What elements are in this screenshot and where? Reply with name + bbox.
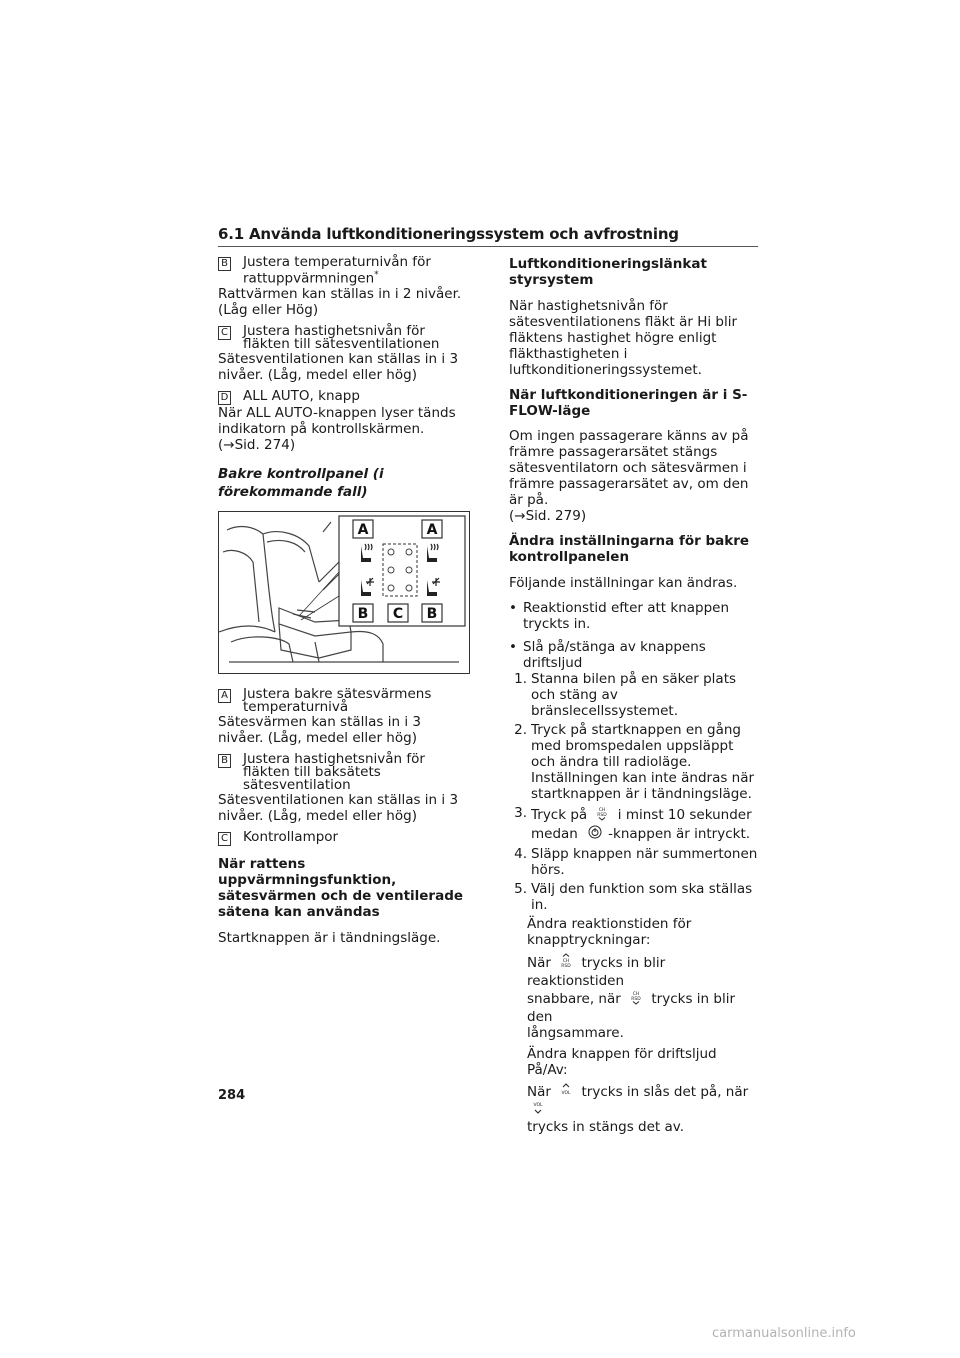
bullet-mark: • (509, 600, 517, 616)
item-d (218, 387, 468, 405)
page-reference: (→Sid. 274) (218, 436, 296, 453)
item-label-box: A (218, 689, 231, 703)
ch-rsd-down-icon (597, 805, 607, 825)
item-title: Justera temperaturnivån för rattuppvärmningen (243, 254, 431, 287)
svg-text:CH: CH (632, 992, 640, 997)
footnote-star: * (374, 270, 379, 280)
item-title: Justera hastighetsnivån för fläkten till baksätets sätesventilation (243, 750, 425, 793)
item-label-box: C (218, 832, 231, 846)
svg-text:CH: CH (562, 959, 570, 964)
step-number: 5. (514, 881, 527, 897)
subheading-linked-control: Luftkonditioneringslänkat styrsystem (509, 256, 707, 288)
paragraph: Följande inställningar kan ändras. (509, 575, 738, 591)
page-reference: (→Sid. 279) (509, 508, 587, 524)
figure-label-c: C (392, 605, 404, 622)
subheading-rear-panel: Bakre kontrollpanel (i förekommande fall) (218, 465, 384, 500)
subheading-s-flow: När luftkonditioneringen är i S-FLOW-läge (509, 387, 748, 419)
item-title: Justera hastighetsnivån för fläkten till sätesventilationen (243, 322, 440, 352)
item-title: Kontrollampor (243, 828, 339, 845)
item-b-rear (218, 750, 468, 793)
item-body: Sätesvärmen kan ställas in i 3 nivåer. (Låg, medel eller hög) (218, 713, 421, 746)
step-number: 4. (514, 846, 527, 862)
bullet-mark: • (509, 639, 517, 655)
item-title: ALL AUTO, knapp (243, 387, 360, 404)
item-title: Justera bakre sätesvärmens temperaturnivå (243, 685, 432, 715)
item-body: När ALL AUTO-knappen lyser tänds indikatorn på kontrollskärmen. (218, 404, 456, 437)
paragraph: När hastighetsnivån för sätesventilationens fläkt är Hi blir fläktens hastighet högre enligt fläkthastigheten i luftkonditioneringssystemet. (509, 298, 738, 378)
item-label-box: B (218, 257, 231, 271)
step-number: 1. (514, 671, 527, 687)
svg-text:RSD: RSD (597, 813, 608, 818)
figure-label-b: B (357, 605, 369, 622)
item-body: Rattvärmen kan ställas in i 2 nivåer. (Låg eller Hög) (218, 285, 462, 318)
item-body: Sätesventilationen kan ställas in i 3 nivåer. (Låg, medel eller hög) (218, 791, 459, 824)
ch-rsd-down-icon (631, 989, 641, 1009)
paragraph: Om ingen passagerare känns av på främre passagerarsätet stängs sätesventilatorn och sätesvärmen i främre passagerarsätet av, om den är på. (509, 428, 749, 508)
right-column (509, 256, 759, 1135)
left-column (218, 256, 468, 946)
svg-text:RSD: RSD (561, 964, 571, 969)
item-b (218, 256, 468, 286)
step-number: 3. (514, 805, 527, 821)
figure-label-b: B (426, 605, 438, 622)
figure-label-a: A (357, 521, 369, 538)
step-item: 1. Stanna bilen på en säker plats och stäng av bränslecellssystemet. (509, 671, 759, 719)
step-item: 3. Tryck på CH RSD i minst 10 sekunder medan -knappen är intryckt. (509, 805, 759, 843)
svg-text:VOL: VOL (561, 1091, 571, 1096)
svg-text:CH: CH (599, 808, 606, 813)
ch-rsd-up-icon (561, 953, 571, 973)
item-a-rear (218, 685, 468, 715)
section-title: 6.1 Använda luftkonditioneringssystem och avfrostning (218, 225, 679, 243)
figure-label-a: A (426, 521, 438, 538)
power-button-icon (588, 825, 602, 843)
subheading-change-settings: Ändra inställningarna för bakre kontrollpanelen (509, 533, 750, 565)
item-body: Sätesventilationen kan ställas in i 3 nivåer. (Låg, medel eller hög) (218, 350, 459, 383)
step-item: 2. Tryck på startknappen en gång med bromspedalen uppsläppt och ändra till radioläge. Inställningen kan inte ändras när startknappen är i tändningsläge. (509, 722, 759, 802)
subheading-when-usable: När rattens uppvärmningsfunktion, sätesvärmen och de ventilerade sätena kan användas (218, 855, 464, 920)
step-number: 2. (514, 722, 527, 738)
step-item: 5. Välj den funktion som ska ställas in. (509, 881, 759, 913)
item-label-box: B (218, 754, 231, 768)
bullet-item: • Reaktionstid efter att knappen tryckts in. (509, 600, 730, 632)
svg-text:RSD: RSD (631, 997, 641, 1002)
section-header (218, 224, 758, 247)
step-item: 4. Släpp knappen när summertonen hörs. (509, 846, 759, 878)
svg-text:VOL: VOL (533, 1103, 543, 1108)
rear-seat-drawing (219, 512, 469, 673)
rear-panel-illustration (218, 511, 470, 674)
item-c-rear (218, 828, 468, 846)
item-label-box: C (218, 326, 231, 340)
page-number: 284 (218, 1088, 246, 1103)
item-c (218, 322, 468, 352)
vol-down-icon (533, 1101, 543, 1119)
vol-up-icon (561, 1083, 571, 1101)
item-label-box: D (218, 391, 231, 405)
watermark: carmanualsonline.info (712, 1326, 856, 1341)
step-5-detail: Ändra reaktionstiden för knapptryckningar: När CH RSD trycks in blir reaktionstiden snabbare, när CH RSD trycks in blir den långsammare. Ändra knappen för driftsljud På/Av: När VOL trycks in slås det på, när VOL trycks in stängs det av. (527, 916, 749, 1135)
bullet-item: • Slå på/stänga av knappens driftsljud (509, 639, 706, 671)
paragraph: Startknappen är i tändningsläge. (218, 929, 441, 946)
